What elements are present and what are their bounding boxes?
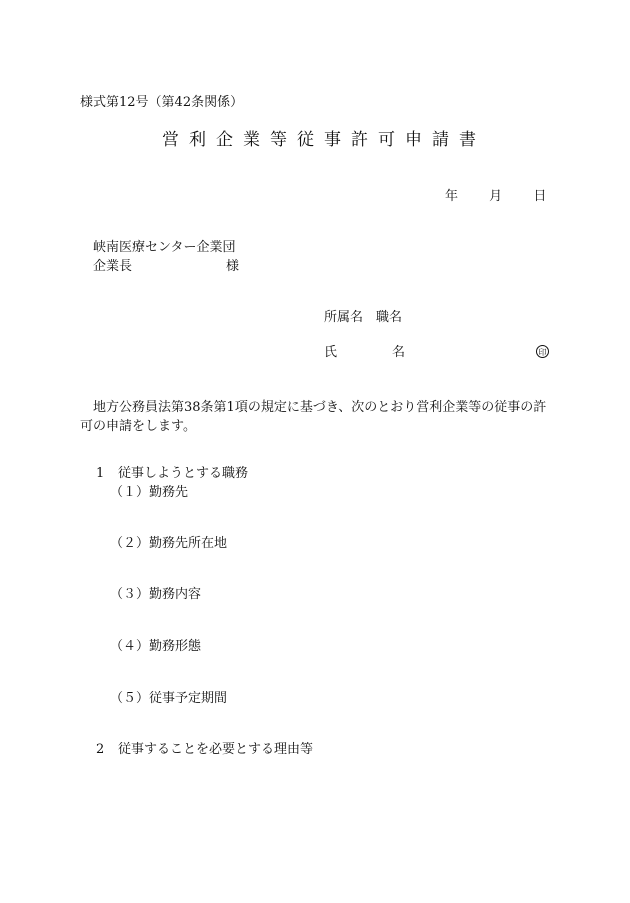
sub-item-workplace-address: （２）勤務先所在地 <box>110 536 228 551</box>
name-label-given: 名 <box>392 345 406 360</box>
section-2-heading <box>96 743 313 756</box>
affiliation-label: 所属名 <box>324 310 364 325</box>
applicant-name-line <box>324 346 405 359</box>
sub-item-work-form: （４）勤務形態 <box>110 639 202 654</box>
sub-item-workplace: （１）勤務先 <box>110 485 189 500</box>
addressee-honorific: 様 <box>226 259 240 274</box>
addressee-organization: 峡南医療センター企業団 <box>93 240 236 255</box>
document-title: 営利企業等従事許可申請書 <box>162 130 486 150</box>
applicant-affiliation-line <box>324 311 402 324</box>
name-label-surname: 氏 <box>324 345 338 360</box>
form-number: 様式第12号（第42条関係） <box>80 95 244 110</box>
sub-item-work-period: （５）従事予定期間 <box>110 691 228 706</box>
section-1-number: 1 <box>96 466 105 481</box>
application-statement: 地方公務員法第38条第1項の規定に基づき、次のとおり営利企業等の従事の許可の申請をします。 <box>80 400 547 434</box>
section-2-number: 2 <box>96 742 105 757</box>
section-1-label: 従事しようとする職務 <box>118 466 249 481</box>
position-label: 職名 <box>376 310 403 325</box>
date-line <box>445 190 546 203</box>
sub-item-work-content: （３）勤務内容 <box>110 587 202 602</box>
date-month-label: 月 <box>489 189 503 204</box>
section-1-heading <box>96 467 248 480</box>
date-year-label: 年 <box>445 189 459 204</box>
date-day-label: 日 <box>533 189 547 204</box>
addressee-title: 企業長 <box>93 259 133 274</box>
seal-icon: 印 <box>536 345 549 358</box>
section-2-label: 従事することを必要とする理由等 <box>118 742 314 757</box>
